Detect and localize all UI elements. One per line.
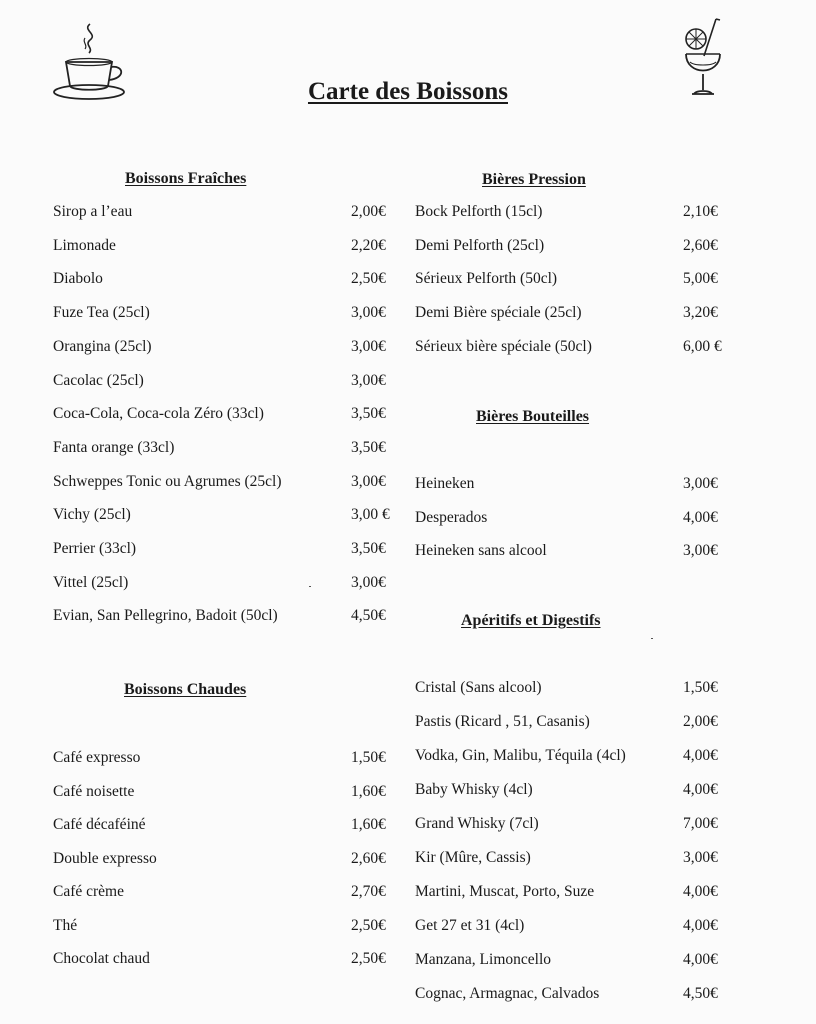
menu-item-name: Vodka, Gin, Malibu, Téquila (4cl) (415, 747, 626, 764)
menu-item-price: 4,00€ (683, 508, 718, 526)
menu-item-name: Sérieux bière spéciale (50cl) (415, 337, 592, 355)
menu-item-name: Demi Pelforth (25cl) (415, 236, 545, 254)
menu-item-price: 3,20€ (683, 304, 718, 322)
menu-item-row (53, 304, 398, 326)
menu-item-price: 3,00 € (351, 506, 390, 524)
menu-item-row (53, 917, 398, 939)
menu-item-row (415, 542, 735, 564)
menu-item-price: 4,00€ (683, 917, 718, 934)
menu-item-price: 4,00€ (683, 883, 718, 900)
menu-item-price: 4,50€ (351, 607, 386, 625)
menu-item-name: Demi Bière spéciale (25cl) (415, 304, 582, 322)
page-title: Carte des Boissons (307, 78, 508, 105)
menu-item-row (53, 540, 398, 562)
menu-item-name: Cacolac (25cl) (53, 371, 144, 389)
menu-item-name: Cognac, Armagnac, Calvados (415, 985, 600, 1002)
menu-item-row (415, 270, 735, 292)
heading-bieres-pression: Bières Pression (482, 171, 586, 188)
heading-aperitifs-digestifs: Apéritifs et Digestifs (461, 612, 601, 629)
menu-item-row (415, 679, 735, 701)
menu-item-row (53, 816, 398, 838)
menu-item-name: Café noisette (53, 782, 135, 800)
menu-item-row (53, 950, 398, 972)
menu-item-price: 2,70€ (351, 883, 386, 900)
menu-item-row (415, 951, 735, 973)
menu-item-name: Vittel (25cl) (53, 573, 129, 591)
menu-item-price: 4,00€ (683, 747, 718, 764)
menu-item-price: 2,50€ (351, 916, 386, 934)
menu-item-row (415, 203, 735, 225)
menu-item-price: 3,50€ (351, 405, 386, 423)
menu-item-price: 3,00€ (683, 849, 718, 866)
menu-item-price: 3,50€ (351, 438, 386, 456)
menu-item-price: 2,00€ (683, 713, 718, 730)
menu-item-price: 4,00€ (683, 951, 718, 968)
menu-item-price: 1,60€ (351, 782, 386, 800)
menu-item-row (415, 509, 735, 531)
menu-item-price: 3,00€ (351, 337, 386, 355)
menu-item-price: 2,10€ (683, 203, 718, 220)
menu-item-name: Kir (Mûre, Cassis) (415, 849, 531, 866)
menu-item-name: Café expresso (53, 749, 141, 766)
menu-item-row (415, 713, 735, 735)
menu-item-price: 5,00€ (683, 270, 718, 288)
menu-item-row (415, 475, 735, 497)
heading-bieres-bouteilles: Bières Bouteilles (476, 408, 590, 425)
menu-item-row (53, 883, 398, 905)
menu-item-name: Chocolat chaud (53, 950, 150, 967)
menu-item-price: 3,00€ (351, 472, 386, 490)
menu-item-row (415, 781, 735, 803)
menu-item-row (53, 203, 398, 225)
heading-boissons-chaudes: Boissons Chaudes (124, 681, 247, 698)
menu-item-row (53, 338, 398, 360)
menu-item-price: 2,00€ (351, 203, 386, 220)
menu-item-name: Perrier (33cl) (53, 540, 137, 557)
menu-item-price: 6,00 € (683, 337, 722, 355)
menu-item-row (53, 270, 398, 292)
menu-item-price: 3,00€ (683, 475, 718, 492)
menu-item-row (53, 850, 398, 872)
menu-item-row (415, 237, 735, 259)
menu-item-name: Sirop a l’eau (53, 203, 133, 220)
menu-item-row (53, 473, 398, 495)
menu-item-row (53, 749, 398, 771)
menu-item-price: 1,60€ (351, 816, 386, 833)
menu-item-row (53, 574, 398, 596)
menu-item-name: Fuze Tea (25cl) (53, 304, 150, 322)
scan-speck (651, 638, 653, 639)
menu-item-row (53, 439, 398, 461)
menu-item-row (53, 506, 398, 528)
menu-item-price: 4,50€ (683, 985, 718, 1002)
menu-item-name: Café crème (53, 883, 124, 900)
menu-item-name: Diabolo (53, 270, 103, 288)
menu-item-row (53, 607, 398, 629)
menu-item-name: Café décaféiné (53, 816, 146, 833)
menu-item-name: Vichy (25cl) (53, 506, 131, 524)
menu-item-name: Cristal (Sans alcool) (415, 679, 542, 696)
menu-item-row (53, 237, 398, 259)
menu-item-row (415, 304, 735, 326)
menu-item-name: Grand Whisky (7cl) (415, 815, 539, 832)
menu-item-price: 3,00€ (351, 371, 386, 389)
heading-boissons-fraiches: Boissons Fraîches (125, 170, 247, 187)
menu-item-price: 2,50€ (351, 270, 386, 288)
menu-item-price: 3,00€ (683, 542, 718, 560)
menu-item-price: 3,50€ (351, 540, 386, 557)
menu-item-name: Coca-Cola, Coca-cola Zéro (33cl) (53, 405, 264, 423)
menu-item-price: 3,00€ (351, 573, 386, 591)
menu-item-price: 4,00€ (683, 781, 718, 798)
menu-item-name: Get 27 et 31 (4cl) (415, 917, 525, 934)
menu-item-row (415, 849, 735, 871)
scan-speck (309, 586, 311, 587)
menu-item-name: Martini, Muscat, Porto, Suze (415, 883, 595, 900)
menu-item-row (415, 883, 735, 905)
menu-item-price: 7,00€ (683, 815, 718, 832)
menu-item-row (415, 815, 735, 837)
menu-item-name: Evian, San Pellegrino, Badoit (50cl) (53, 607, 278, 625)
menu-item-name: Heineken sans alcool (415, 542, 547, 560)
menu-item-name: Schweppes Tonic ou Agrumes (25cl) (53, 472, 282, 490)
menu-item-row (53, 783, 398, 805)
menu-item-row (415, 985, 735, 1007)
menu-item-name: Double expresso (53, 849, 157, 867)
menu-item-price: 1,50€ (683, 679, 718, 696)
menu-item-row (415, 338, 735, 360)
menu-item-price: 2,50€ (351, 950, 386, 967)
menu-item-row (415, 747, 735, 769)
menu-item-name: Manzana, Limoncello (415, 951, 552, 968)
menu-item-name: Sérieux Pelforth (50cl) (415, 270, 558, 288)
menu-item-name: Fanta orange (33cl) (53, 438, 175, 456)
menu-item-name: Limonade (53, 236, 116, 254)
menu-item-row (53, 405, 398, 427)
menu-item-price: 2,20€ (351, 236, 386, 254)
menu-item-name: Bock Pelforth (15cl) (415, 203, 543, 220)
menu-item-name: Orangina (25cl) (53, 337, 152, 355)
menu-item-price: 3,00€ (351, 304, 386, 322)
menu-item-name: Pastis (Ricard , 51, Casanis) (415, 713, 590, 730)
menu-item-price: 2,60€ (351, 849, 386, 867)
menu-item-price: 1,50€ (351, 749, 386, 766)
menu-item-price: 2,60€ (683, 236, 718, 254)
menu-item-name: Thé (53, 916, 78, 934)
menu-item-name: Baby Whisky (4cl) (415, 781, 533, 798)
menu-item-row (53, 372, 398, 394)
menu-item-name: Heineken (415, 475, 475, 492)
menu-item-name: Desperados (415, 508, 488, 526)
menu-item-row (415, 917, 735, 939)
